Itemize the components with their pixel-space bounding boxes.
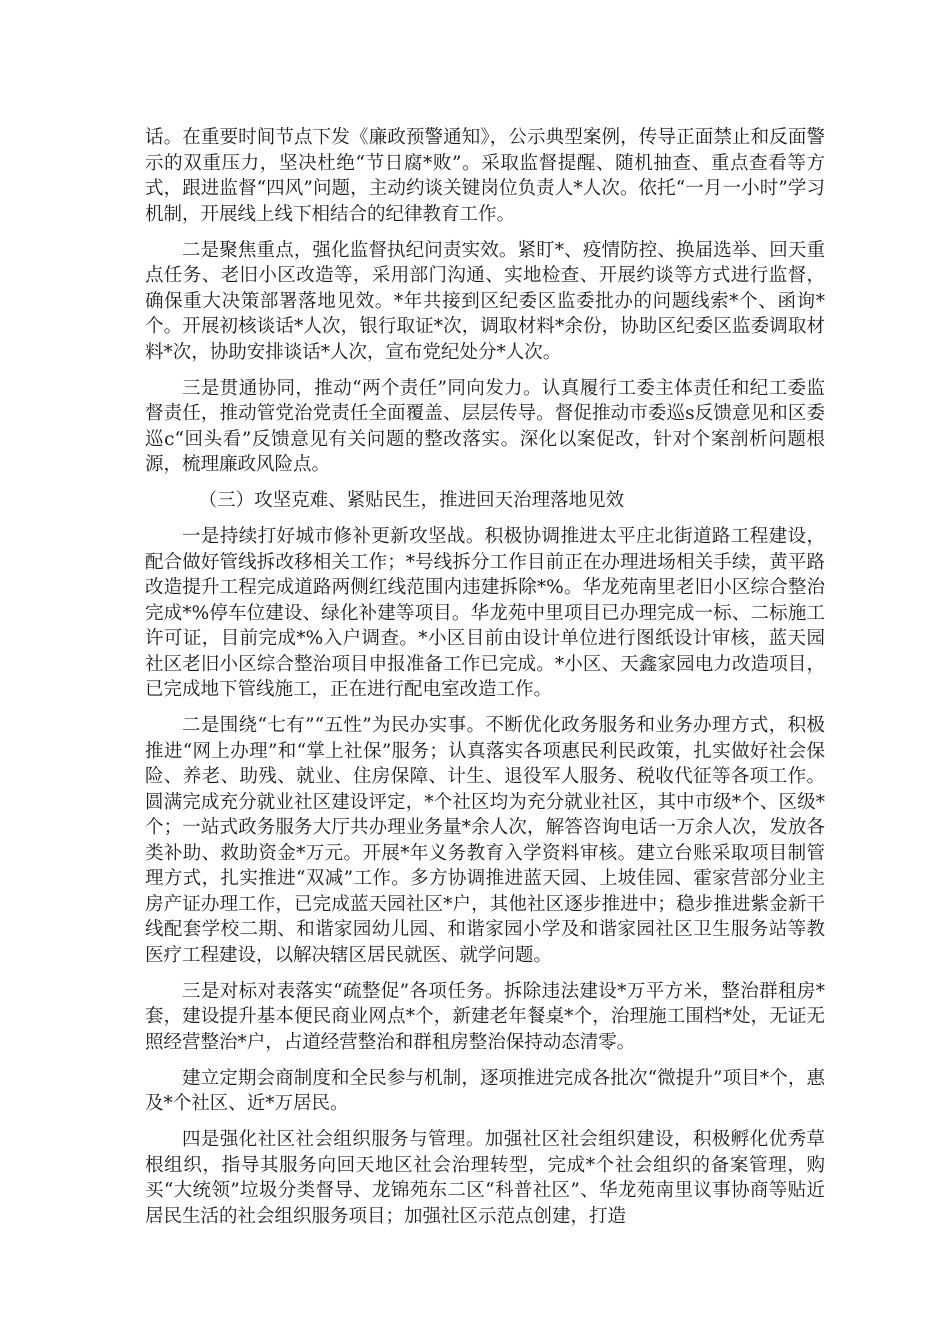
paragraph-micro-upgrade: 建立定期会商制度和全民参与机制，逐项推进完成各批次“微提升”项目*个，惠及*个社区、近*万居民。	[145, 1067, 825, 1114]
paragraph-continuation: 话。在重要时间节点下发《廉政预警通知》，公示典型案例，传导正面禁止和反面警示的双重压力，坚决杜绝“节日腐*败”。采取监督提醒、随机抽查、重点查看等方式，跟进监督“四风”问题，主动约谈关键岗位负责人*人次。依托“一月一小时”学习机制，开展线上线下相结合的纪律教育工作。	[145, 127, 825, 225]
paragraph-supervision-focus: 二是聚焦重点，强化监督执纪问责实效。紧盯*、疫情防控、换届选举、回天重点任务、老旧小区改造等，采用部门沟通、实地检查、开展约谈等方式进行监督，确保重大决策部署落地见效。*年共接到区纪委区监委批办的问题线索*个、函询*个。开展初核谈话*人次，银行取证*次，调取材料*余份，协助区纪委区监委调取材料*次，协助安排谈话*人次，宣布党纪处分*人次。	[145, 239, 825, 363]
paragraph-two-responsibilities: 三是贯通协同，推动“两个责任”同向发力。认真履行工委主体责任和纪工委监督责任，推动管党治党责任全面覆盖、层层传导。督促推动市委巡s反馈意见和区委巡c“回头看”反馈意见有关问题的整改落实。深化以案促改，针对个案剖析问题根源，梳理廉政风险点。	[145, 377, 825, 475]
section-heading: （三）攻坚克难、紧贴民生，推进回天治理落地见效	[198, 490, 625, 511]
paragraph-city-renewal: 一是持续打好城市修补更新攻坚战。积极协调推进太平庄北街道路工程建设，配合做好管线拆改移相关工作；*号线拆分工作目前正在办理进场相关手续，黄平路改造提升工程完成道路两侧红线范围内违建拆除*%。华龙苑南里老旧小区综合整治完成*%停车位建设、绿化补建等项目。华龙苑中里项目已办理完成一标、二标施工许可证，目前完成*%入户调查。*小区目前由设计单位进行图纸设计审核，蓝天园社区老旧小区综合整治项目申报准备工作已完成。*小区、天鑫家园电力改造项目，已完成地下管线施工，正在进行配电室改造工作。	[145, 526, 825, 700]
document-page	[145, 125, 825, 1240]
paragraph-rectification: 三是对标对表落实“疏整促”各项任务。拆除违法建设*万平方米，整治群租房*套，建设提升基本便民商业网点*个，新建老年餐桌*个，治理施工围档*处，无证无照经营整治*户，占道经营整治和群租房整治保持动态清零。	[145, 980, 825, 1053]
paragraph-livelihood: 二是围绕“七有”“五性”为民办实事。不断优化政务服务和业务办理方式，积极推进“网上办理”和“掌上社保”服务；认真落实各项惠民利民政策，扎实做好社会保险、养老、助残、就业、住房保障、计生、退役军人服务、税收代征等各项工作。圆满完成充分就业社区建设评定，*个社区均为充分就业社区，其中市级*个、区级*个；一站式政务服务大厅共办理业务量*余人次，解答咨询电话一万余人次，发放各类补助、救助资金*万元。开展*年义务教育入学资料审核。建立台账采取项目制管理方式，扎实推进“双减”工作。多方协调推进蓝天园、上坡佳园、霍家营部分业主房产证办理工作，已完成蓝天园社区*户，其他社区逐步推进中；稳步推进紫金新干线配套学校二期、和谐家园幼儿园、和谐家园小学及和谐家园社区卫生服务站等教医疗工程建设，以解决辖区居民就医、就学问题。	[145, 715, 825, 966]
paragraph-social-organizations: 四是强化社区社会组织服务与管理。加强社区社会组织建设，积极孵化优秀草根组织，指导其服务向回天地区社会治理转型，完成*个社会组织的备案管理，购买“大统领”垃圾分类督导、龙锦苑东二区“科普社区”、华龙苑南里议事协商等贴近居民生活的社会组织服务项目；加强社区示范点创建，打造	[145, 1129, 825, 1227]
